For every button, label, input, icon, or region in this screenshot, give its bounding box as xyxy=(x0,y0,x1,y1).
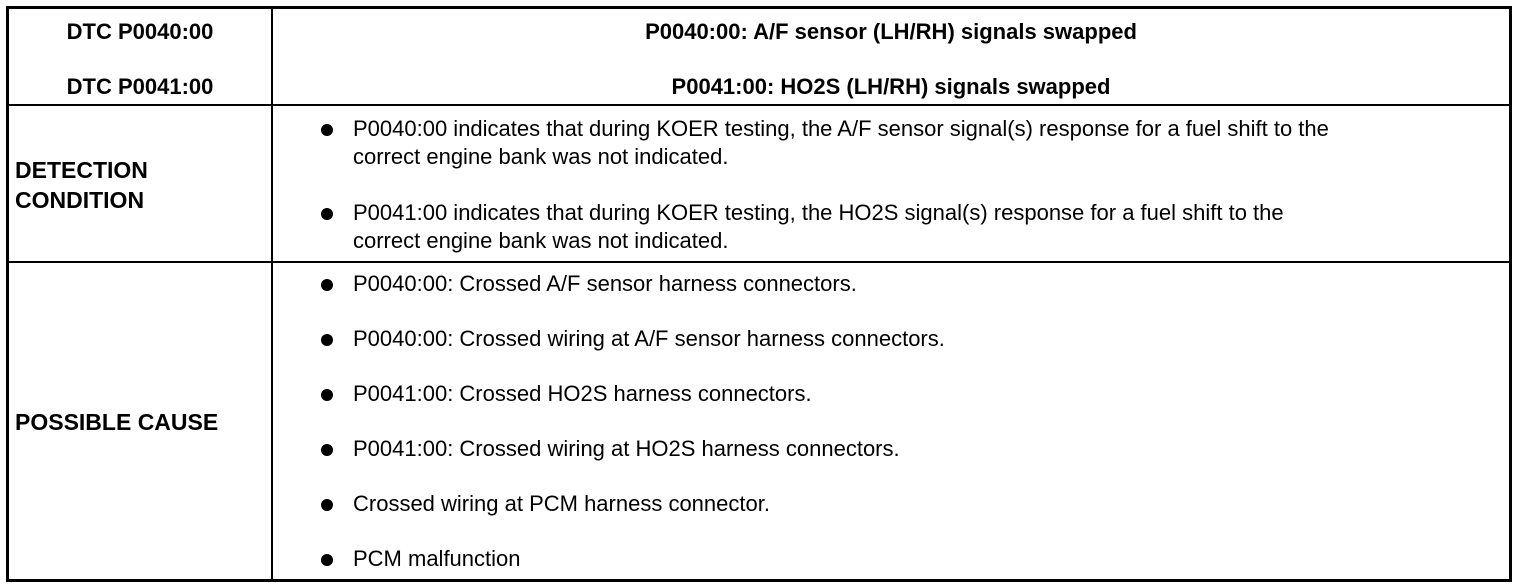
row-divider-detection xyxy=(9,261,1509,263)
cause-item-text: P0041:00: Crossed wiring at HO2S harness connectors. xyxy=(353,436,900,461)
bullet-icon xyxy=(321,389,333,401)
detection-item-line1: P0041:00 indicates that during KOER testing, the HO2S signal(s) response for a fuel shift to the xyxy=(353,200,1284,225)
dtc-table xyxy=(6,6,1512,582)
dtc-title-1: P0040:00: A/F sensor (LH/RH) signals swapped xyxy=(645,19,1137,44)
possible-cause-label: POSSIBLE CAUSE xyxy=(15,409,219,435)
dtc-code-2: DTC P0041:00 xyxy=(66,74,214,99)
detection-item-line2: correct engine bank was not indicated. xyxy=(353,228,729,253)
bullet-icon xyxy=(321,554,333,566)
cause-item xyxy=(353,490,1483,518)
cause-item xyxy=(353,270,1483,298)
dtc-title-2: P0041:00: HO2S (LH/RH) signals swapped xyxy=(671,74,1111,99)
detection-item-line2: correct engine bank was not indicated. xyxy=(353,144,729,169)
bullet-icon xyxy=(321,444,333,456)
cause-item-text: Crossed wiring at PCM harness connector. xyxy=(353,491,770,516)
cause-item xyxy=(353,380,1483,408)
bullet-icon xyxy=(321,124,333,136)
cause-item-text: P0040:00: Crossed A/F sensor harness connectors. xyxy=(353,271,857,296)
cause-item xyxy=(353,435,1483,463)
cause-item-text: P0040:00: Crossed wiring at A/F sensor harness connectors. xyxy=(353,326,945,351)
detection-label-line2: CONDITION xyxy=(15,187,145,213)
cause-item-text: P0041:00: Crossed HO2S harness connectors. xyxy=(353,381,812,406)
detection-label-line1: DETECTION xyxy=(15,157,148,183)
detection-item-line1: P0040:00 indicates that during KOER testing, the A/F sensor signal(s) response for a fuel shift to the xyxy=(353,116,1329,141)
cause-item xyxy=(353,325,1483,353)
detection-item xyxy=(353,115,1483,171)
detection-item xyxy=(353,199,1483,255)
cause-item-text: PCM malfunction xyxy=(353,546,521,571)
detection-condition-label xyxy=(15,155,148,215)
cause-item xyxy=(353,545,1483,573)
dtc-code-1: DTC P0040:00 xyxy=(66,19,214,44)
bullet-icon xyxy=(321,334,333,346)
bullet-icon xyxy=(321,499,333,511)
row-divider-header xyxy=(9,104,1509,106)
bullet-icon xyxy=(321,208,333,220)
bullet-icon xyxy=(321,279,333,291)
